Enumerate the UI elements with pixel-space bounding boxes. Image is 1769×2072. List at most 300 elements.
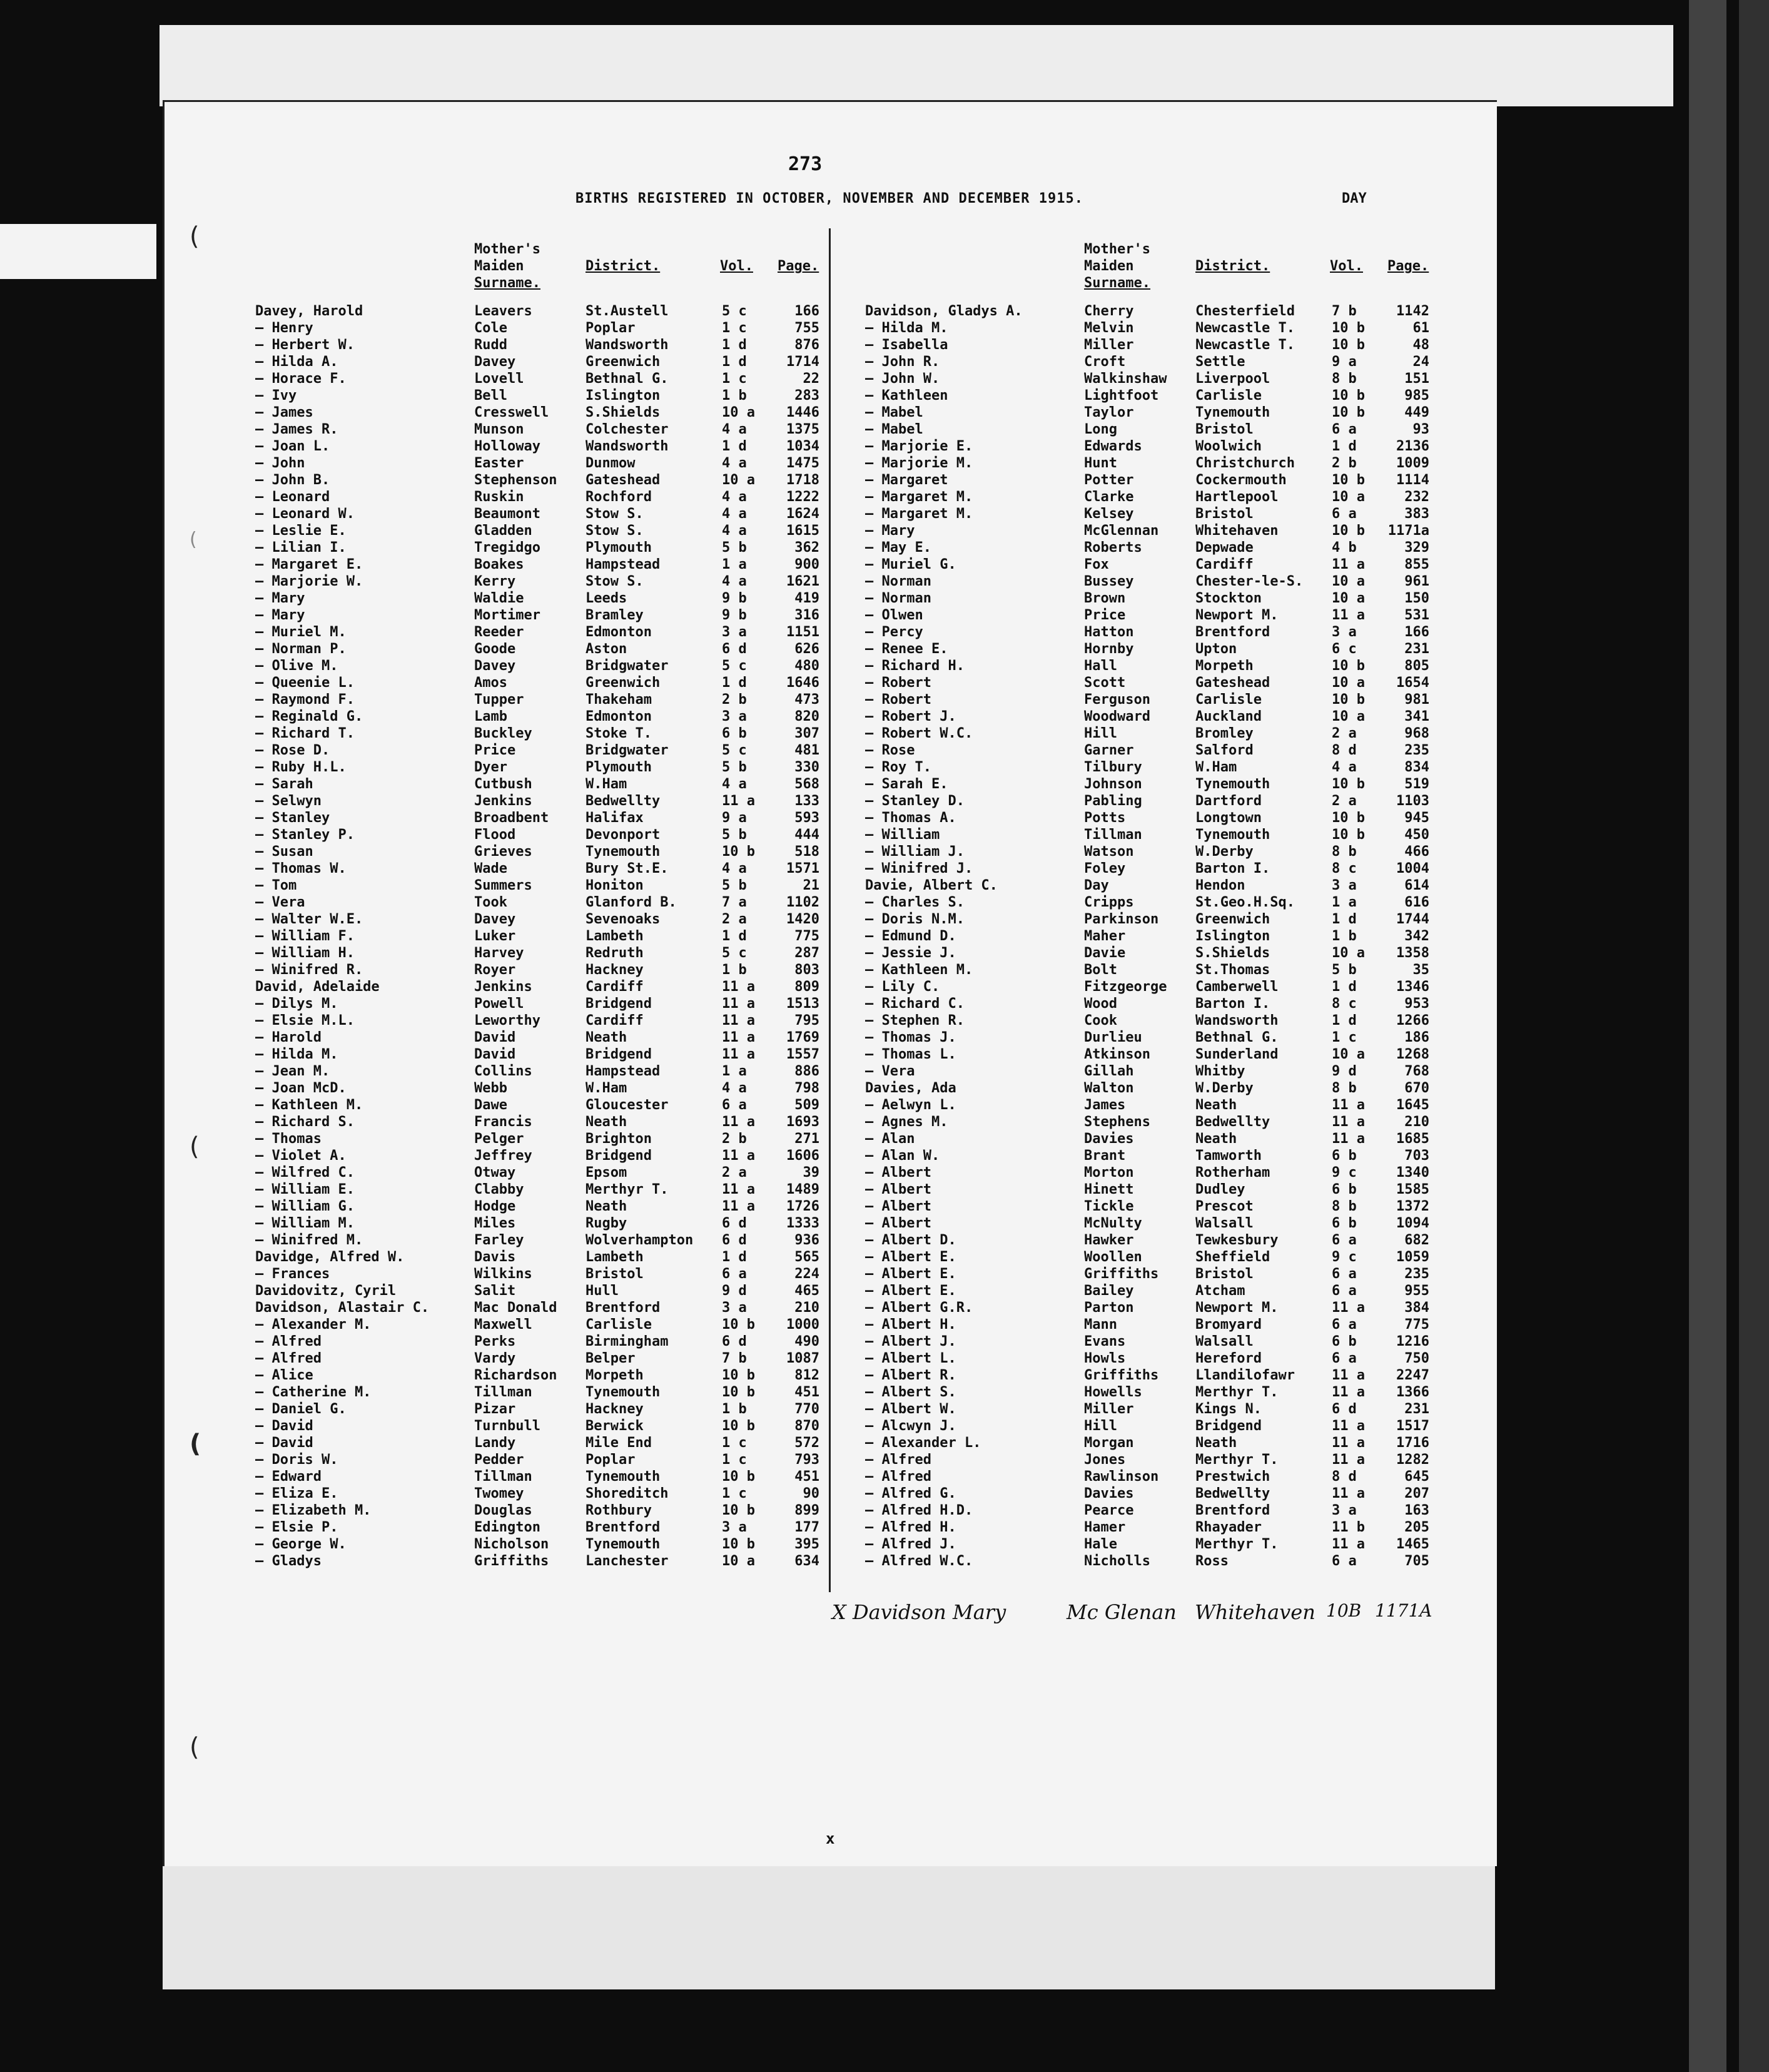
entry-maiden-surname: Pearce bbox=[1084, 1503, 1134, 1518]
entry-district: Greenwich bbox=[1195, 912, 1270, 927]
entry-district: Chester-le-S. bbox=[1195, 574, 1304, 589]
entry-volume: 4 a bbox=[722, 776, 747, 792]
entry-name: — Margaret E. bbox=[255, 557, 363, 572]
entry-maiden-surname: Watson bbox=[1084, 844, 1134, 860]
entry-volume: 11 a bbox=[1332, 557, 1365, 572]
entry-volume: 10 b bbox=[722, 1418, 755, 1434]
entry-name: — John R. bbox=[865, 354, 940, 370]
entry-name: — Thomas A. bbox=[865, 810, 956, 826]
entry-volume: 8 d bbox=[1332, 1469, 1357, 1485]
entry-district: Rotherham bbox=[1195, 1165, 1270, 1181]
entry-name: — Daniel G. bbox=[255, 1401, 347, 1417]
table-row bbox=[255, 607, 856, 624]
entry-maiden-surname: Vardy bbox=[474, 1351, 516, 1366]
entry-page: 876 bbox=[794, 337, 819, 353]
entry-name: Davie, Albert C. bbox=[865, 878, 998, 893]
table-row bbox=[255, 506, 856, 523]
entry-maiden-surname: Jones bbox=[1084, 1452, 1126, 1468]
entry-district: Prestwich bbox=[1195, 1469, 1270, 1485]
entry-volume: 11 a bbox=[1332, 1536, 1365, 1552]
entry-maiden-surname: Morton bbox=[1084, 1165, 1134, 1181]
entry-maiden-surname: Grieves bbox=[474, 844, 532, 860]
table-row bbox=[865, 1435, 1466, 1452]
entry-maiden-surname: Roberts bbox=[1084, 540, 1142, 556]
entry-district: Hackney bbox=[585, 1401, 644, 1417]
entry-volume: 9 c bbox=[1332, 1165, 1357, 1181]
entry-district: Dartford bbox=[1195, 793, 1262, 809]
entry-name: Davidson, Alastair C. bbox=[255, 1300, 430, 1316]
entry-district: Tamworth bbox=[1195, 1148, 1262, 1164]
entry-volume: 1 d bbox=[722, 354, 747, 370]
entry-maiden-surname: Munson bbox=[474, 422, 524, 437]
entry-district: Tynemouth bbox=[1195, 827, 1270, 843]
entry-name: — Edmund D. bbox=[865, 928, 956, 944]
table-row bbox=[865, 895, 1466, 912]
entry-district: Tynemouth bbox=[585, 1469, 661, 1485]
entry-page: 775 bbox=[1404, 1317, 1429, 1333]
entry-maiden-surname: Foley bbox=[1084, 861, 1126, 876]
entry-district: Hackney bbox=[585, 962, 644, 978]
entry-page: 316 bbox=[794, 607, 819, 623]
entry-district: Brentford bbox=[585, 1520, 661, 1535]
table-row bbox=[255, 388, 856, 405]
entry-page: 451 bbox=[794, 1469, 819, 1485]
table-row bbox=[255, 1435, 856, 1452]
entry-name: — Albert G.R. bbox=[865, 1300, 973, 1316]
entry-volume: 11 a bbox=[1332, 607, 1365, 623]
entry-district: Merthyr T. bbox=[1195, 1452, 1279, 1468]
entry-name: — Richard H. bbox=[865, 658, 965, 674]
entry-district: Belper bbox=[585, 1351, 636, 1366]
entry-page: 1571 bbox=[786, 861, 819, 876]
entry-district: Wandsworth bbox=[585, 337, 669, 353]
table-row bbox=[255, 945, 856, 962]
entry-name: — John B. bbox=[255, 472, 330, 488]
punch-hole-icon: ( bbox=[190, 222, 200, 251]
table-row bbox=[255, 793, 856, 810]
entry-maiden-surname: Pelger bbox=[474, 1131, 524, 1147]
entry-maiden-surname: Hunt bbox=[1084, 455, 1117, 471]
entry-volume: 6 c bbox=[1332, 641, 1357, 657]
entry-page: 39 bbox=[803, 1165, 819, 1181]
entry-district: Glanford B. bbox=[585, 895, 677, 910]
table-row bbox=[255, 1503, 856, 1520]
entry-volume: 2 a bbox=[722, 1165, 747, 1181]
entry-page: 166 bbox=[794, 303, 819, 319]
entry-maiden-surname: Holloway bbox=[474, 439, 540, 454]
entry-maiden-surname: Beaumont bbox=[474, 506, 540, 522]
entry-page: 1716 bbox=[1396, 1435, 1429, 1451]
entry-maiden-surname: Twomey bbox=[474, 1486, 524, 1501]
entry-page: 705 bbox=[1404, 1553, 1429, 1569]
entry-page: 1151 bbox=[786, 624, 819, 640]
entry-volume: 6 a bbox=[1332, 422, 1357, 437]
entry-volume: 1 a bbox=[722, 557, 747, 572]
entry-page: 1102 bbox=[786, 895, 819, 910]
entry-page: 1585 bbox=[1396, 1182, 1429, 1197]
table-row bbox=[255, 574, 856, 591]
entry-maiden-surname: Summers bbox=[474, 878, 532, 893]
entry-name: — Isabella bbox=[865, 337, 948, 353]
table-row bbox=[865, 1334, 1466, 1351]
entry-maiden-surname: Taylor bbox=[1084, 405, 1134, 420]
entry-district: Tynemouth bbox=[1195, 405, 1270, 420]
entry-name: — Hilda M. bbox=[255, 1047, 338, 1062]
entry-name: — Robert bbox=[865, 692, 931, 708]
entry-district: Carlisle bbox=[1195, 692, 1262, 708]
entry-page: 1489 bbox=[786, 1182, 819, 1197]
entry-name: — Mabel bbox=[865, 405, 923, 420]
entry-volume: 10 a bbox=[722, 472, 755, 488]
entry-maiden-surname: Miller bbox=[1084, 337, 1134, 353]
entry-volume: 3 a bbox=[1332, 1503, 1357, 1518]
entry-maiden-surname: Hill bbox=[1084, 726, 1117, 741]
entry-volume: 10 b bbox=[1332, 472, 1365, 488]
entry-district: Devonport bbox=[585, 827, 661, 843]
entry-volume: 6 d bbox=[722, 1334, 747, 1349]
entry-volume: 6 b bbox=[1332, 1182, 1357, 1197]
entry-district: Neath bbox=[585, 1199, 627, 1214]
entry-name: — Alan W. bbox=[865, 1148, 940, 1164]
entry-page: 634 bbox=[794, 1553, 819, 1569]
entry-page: 1645 bbox=[1396, 1097, 1429, 1113]
entry-page: 1654 bbox=[1396, 675, 1429, 691]
entry-district: W.Ham bbox=[585, 776, 627, 792]
entry-district: Lambeth bbox=[585, 1249, 644, 1265]
entry-maiden-surname: Day bbox=[1084, 878, 1109, 893]
entry-maiden-surname: Atkinson bbox=[1084, 1047, 1150, 1062]
table-row bbox=[865, 1064, 1466, 1080]
entry-volume: 6 a bbox=[1332, 506, 1357, 522]
entry-name: — David bbox=[255, 1435, 313, 1451]
entry-volume: 3 a bbox=[1332, 624, 1357, 640]
entry-page: 936 bbox=[794, 1232, 819, 1248]
entry-maiden-surname: Davies bbox=[1084, 1131, 1134, 1147]
entry-district: Bramley bbox=[585, 607, 644, 623]
entry-maiden-surname: Davis bbox=[474, 1249, 516, 1265]
entry-district: Merthyr T. bbox=[585, 1182, 669, 1197]
table-row bbox=[255, 1520, 856, 1536]
entry-volume: 9 b bbox=[722, 607, 747, 623]
table-row bbox=[255, 996, 856, 1013]
entry-page: 151 bbox=[1404, 371, 1429, 387]
entry-maiden-surname: Tregidgo bbox=[474, 540, 540, 556]
entry-page: 614 bbox=[1404, 878, 1429, 893]
entry-district: Greenwich bbox=[585, 675, 661, 691]
entry-page: 768 bbox=[1404, 1064, 1429, 1079]
entry-volume: 1 b bbox=[722, 962, 747, 978]
entry-maiden-surname: Cresswell bbox=[474, 405, 549, 420]
table-row bbox=[255, 675, 856, 692]
entry-name: — Thomas bbox=[255, 1131, 322, 1147]
paper-top-sheet bbox=[160, 25, 1673, 106]
entry-maiden-surname: Garner bbox=[1084, 743, 1134, 758]
entry-volume: 8 d bbox=[1332, 743, 1357, 758]
table-row bbox=[865, 337, 1466, 354]
table-row bbox=[255, 1486, 856, 1503]
entry-page: 682 bbox=[1404, 1232, 1429, 1248]
entry-name: — Alfred bbox=[255, 1351, 322, 1366]
entry-name: — Mary bbox=[255, 591, 305, 606]
entry-maiden-surname: Cole bbox=[474, 320, 507, 336]
entry-district: Christchurch bbox=[1195, 455, 1295, 471]
entry-district: Honiton bbox=[585, 878, 644, 893]
table-row bbox=[865, 1266, 1466, 1283]
punch-hole-icon: ( bbox=[190, 1132, 200, 1161]
entry-district: Stoke T. bbox=[585, 726, 652, 741]
entry-page: 750 bbox=[1404, 1351, 1429, 1366]
entry-page: 61 bbox=[1412, 320, 1429, 336]
entry-volume: 11 a bbox=[722, 996, 755, 1012]
table-row bbox=[865, 1368, 1466, 1384]
table-row bbox=[865, 1232, 1466, 1249]
entry-maiden-surname: Miller bbox=[1084, 1401, 1134, 1417]
table-row bbox=[865, 439, 1466, 455]
entry-district: Tynemouth bbox=[1195, 776, 1270, 792]
entry-volume: 11 a bbox=[1332, 1131, 1365, 1147]
entry-name: — Winifred M. bbox=[255, 1232, 363, 1248]
entry-page: 886 bbox=[794, 1064, 819, 1079]
entry-volume: 10 b bbox=[1332, 810, 1365, 826]
entry-page: 451 bbox=[794, 1384, 819, 1400]
entry-name: — Dilys M. bbox=[255, 996, 338, 1012]
entry-maiden-surname: Luker bbox=[474, 928, 516, 944]
entry-district: Bromyard bbox=[1195, 1317, 1262, 1333]
entry-district: Birmingham bbox=[585, 1334, 669, 1349]
table-row bbox=[255, 422, 856, 439]
entry-volume: 6 a bbox=[1332, 1266, 1357, 1282]
table-row bbox=[865, 827, 1466, 844]
entry-page: 419 bbox=[794, 591, 819, 606]
entry-district: Halifax bbox=[585, 810, 644, 826]
entry-maiden-surname: Tilbury bbox=[1084, 759, 1142, 775]
entry-volume: 10 b bbox=[1332, 388, 1365, 404]
entry-district: Shoreditch bbox=[585, 1486, 669, 1501]
entry-page: 24 bbox=[1412, 354, 1429, 370]
entry-page: 1615 bbox=[786, 523, 819, 539]
entry-volume: 1 d bbox=[1332, 439, 1357, 454]
entry-maiden-surname: Boakes bbox=[474, 557, 524, 572]
entry-page: 307 bbox=[794, 726, 819, 741]
entry-name: — Alan bbox=[865, 1131, 915, 1147]
entry-maiden-surname: Salit bbox=[474, 1283, 516, 1299]
table-row bbox=[865, 844, 1466, 861]
entry-volume: 11 b bbox=[1332, 1520, 1365, 1535]
entry-name: — Gladys bbox=[255, 1553, 322, 1569]
entry-maiden-surname: Nicholson bbox=[474, 1536, 549, 1552]
entry-maiden-surname: Francis bbox=[474, 1114, 532, 1130]
table-row bbox=[865, 1486, 1466, 1503]
entry-name: — William E. bbox=[255, 1182, 355, 1197]
entry-name: — Kathleen M. bbox=[865, 962, 973, 978]
entry-district: Epsom bbox=[585, 1165, 627, 1181]
entry-volume: 1 b bbox=[1332, 928, 1357, 944]
entry-page: 1475 bbox=[786, 455, 819, 471]
entry-name: — Albert bbox=[865, 1216, 931, 1231]
entry-volume: 1 a bbox=[1332, 895, 1357, 910]
table-row bbox=[255, 1232, 856, 1249]
entry-volume: 6 a bbox=[1332, 1351, 1357, 1366]
table-row bbox=[865, 878, 1466, 895]
entry-maiden-surname: Davies bbox=[1084, 1486, 1134, 1501]
entry-maiden-surname: Turnbull bbox=[474, 1418, 540, 1434]
entry-name: — Stanley bbox=[255, 810, 330, 826]
entry-maiden-surname: Fitzgeorge bbox=[1084, 979, 1167, 995]
entry-district: S.Shields bbox=[585, 405, 661, 420]
entry-district: Prescot bbox=[1195, 1199, 1254, 1214]
entry-name: — Marjorie W. bbox=[255, 574, 363, 589]
entry-page: 961 bbox=[1404, 574, 1429, 589]
entry-volume: 10 a bbox=[722, 405, 755, 420]
district-header: District. bbox=[585, 258, 661, 274]
entry-volume: 6 a bbox=[722, 1266, 747, 1282]
entry-name: — Stanley P. bbox=[255, 827, 355, 843]
entry-name: — James R. bbox=[255, 422, 338, 437]
entry-district: Poplar bbox=[585, 320, 636, 336]
entry-page: 210 bbox=[794, 1300, 819, 1316]
vol-header: Vol. bbox=[1330, 258, 1363, 274]
table-row bbox=[865, 1452, 1466, 1469]
district-header: District. bbox=[1195, 258, 1270, 274]
entry-maiden-surname: Lightfoot bbox=[1084, 388, 1159, 404]
entry-name: — Leonard W. bbox=[255, 506, 355, 522]
entry-page: 531 bbox=[1404, 607, 1429, 623]
table-row bbox=[255, 1064, 856, 1080]
entry-page: 210 bbox=[1404, 1114, 1429, 1130]
table-row bbox=[255, 1553, 856, 1570]
entry-maiden-surname: Scott bbox=[1084, 675, 1126, 691]
entry-volume: 9 d bbox=[722, 1283, 747, 1299]
entry-name: — Alexander M. bbox=[255, 1317, 372, 1333]
entry-name: — Elizabeth M. bbox=[255, 1503, 372, 1518]
entry-list bbox=[865, 303, 1466, 1570]
entry-volume: 11 a bbox=[722, 979, 755, 995]
entry-page: 870 bbox=[794, 1418, 819, 1434]
entry-district: Bridgwater bbox=[585, 743, 669, 758]
table-row bbox=[255, 658, 856, 675]
entry-volume: 8 c bbox=[1332, 996, 1357, 1012]
entry-maiden-surname: Harvey bbox=[474, 945, 524, 961]
table-row bbox=[255, 337, 856, 354]
entry-maiden-surname: Griffiths bbox=[1084, 1266, 1159, 1282]
entry-page: 1094 bbox=[1396, 1216, 1429, 1231]
table-row bbox=[865, 1097, 1466, 1114]
entry-page: 953 bbox=[1404, 996, 1429, 1012]
table-row bbox=[255, 1047, 856, 1064]
entry-name: — Albert bbox=[865, 1182, 931, 1197]
entry-name: — Lilian I. bbox=[255, 540, 347, 556]
entry-maiden-surname: Cripps bbox=[1084, 895, 1134, 910]
entry-district: Depwade bbox=[1195, 540, 1254, 556]
entry-page: 1282 bbox=[1396, 1452, 1429, 1468]
entry-volume: 1 d bbox=[1332, 912, 1357, 927]
entry-name: — Sarah bbox=[255, 776, 313, 792]
entry-page: 1333 bbox=[786, 1216, 819, 1231]
table-row bbox=[865, 1216, 1466, 1232]
entry-district: Bridgend bbox=[585, 996, 652, 1012]
table-row bbox=[255, 743, 856, 759]
entry-name: — Norman bbox=[865, 574, 931, 589]
entry-district: Barton I. bbox=[1195, 996, 1270, 1012]
entry-maiden-surname: Griffiths bbox=[474, 1553, 549, 1569]
entry-volume: 10 b bbox=[722, 1317, 755, 1333]
entry-district: Carlisle bbox=[1195, 388, 1262, 404]
table-row bbox=[865, 591, 1466, 607]
entry-district: Plymouth bbox=[585, 540, 652, 556]
handwritten-vol: 10B bbox=[1326, 1600, 1362, 1621]
entry-name: — Albert E. bbox=[865, 1266, 956, 1282]
entry-district: Tynemouth bbox=[585, 844, 661, 860]
entry-name: — Elsie P. bbox=[255, 1520, 338, 1535]
table-row bbox=[865, 979, 1466, 996]
entry-maiden-surname: David bbox=[474, 1047, 516, 1062]
entry-district: Hereford bbox=[1195, 1351, 1262, 1366]
entry-district: Hampstead bbox=[585, 557, 661, 572]
entry-district: Auckland bbox=[1195, 709, 1262, 724]
table-row bbox=[255, 709, 856, 726]
entry-maiden-surname: Tillman bbox=[474, 1469, 532, 1485]
entry-district: Brighton bbox=[585, 1131, 652, 1147]
entry-name: — Edward bbox=[255, 1469, 322, 1485]
entry-maiden-surname: Perks bbox=[474, 1334, 516, 1349]
entry-district: W.Derby bbox=[1195, 844, 1254, 860]
page-header: Page. bbox=[778, 258, 819, 274]
entry-page: 1266 bbox=[1396, 1013, 1429, 1028]
entry-maiden-surname: Hornby bbox=[1084, 641, 1134, 657]
entry-maiden-surname: Durlieu bbox=[1084, 1030, 1142, 1045]
entry-page: 1693 bbox=[786, 1114, 819, 1130]
maiden-surname-header: Mother's Maiden Surname. bbox=[474, 241, 540, 291]
entry-page: 1000 bbox=[786, 1317, 819, 1333]
table-row bbox=[865, 658, 1466, 675]
entry-volume: 6 b bbox=[722, 726, 747, 741]
entry-district: Lanchester bbox=[585, 1553, 669, 1569]
entry-name: — Winifred J. bbox=[865, 861, 973, 876]
entry-district: Gateshead bbox=[585, 472, 661, 488]
entry-district: Stow S. bbox=[585, 574, 644, 589]
entry-volume: 11 a bbox=[722, 1030, 755, 1045]
entry-maiden-surname: Evans bbox=[1084, 1334, 1126, 1349]
entry-name: — Alfred bbox=[255, 1334, 322, 1349]
table-row bbox=[255, 861, 856, 878]
table-row bbox=[865, 1503, 1466, 1520]
table-row bbox=[865, 945, 1466, 962]
entry-name: — William J. bbox=[865, 844, 965, 860]
entry-maiden-surname: Pedder bbox=[474, 1452, 524, 1468]
entry-maiden-surname: Leavers bbox=[474, 303, 532, 319]
entry-volume: 2 b bbox=[1332, 455, 1357, 471]
entry-district: Neath bbox=[585, 1114, 627, 1130]
entry-district: Plymouth bbox=[585, 759, 652, 775]
entry-name: — Mabel bbox=[865, 422, 923, 437]
table-row bbox=[865, 1114, 1466, 1131]
entry-volume: 6 a bbox=[1332, 1317, 1357, 1333]
entry-page: 1624 bbox=[786, 506, 819, 522]
entry-name: — Hilda M. bbox=[865, 320, 948, 336]
entry-maiden-surname: Powell bbox=[474, 996, 524, 1012]
entry-district: Stow S. bbox=[585, 523, 644, 539]
entry-volume: 6 d bbox=[722, 1216, 747, 1231]
entry-district: Rothbury bbox=[585, 1503, 652, 1518]
entry-volume: 10 b bbox=[1332, 658, 1365, 674]
entry-volume: 5 c bbox=[722, 303, 747, 319]
table-row bbox=[865, 912, 1466, 928]
entry-name: — Rose D. bbox=[255, 743, 330, 758]
entry-volume: 4 b bbox=[1332, 540, 1357, 556]
entry-maiden-surname: Jeffrey bbox=[474, 1148, 532, 1164]
entry-volume: 5 b bbox=[1332, 962, 1357, 978]
entry-district: Mile End bbox=[585, 1435, 652, 1451]
